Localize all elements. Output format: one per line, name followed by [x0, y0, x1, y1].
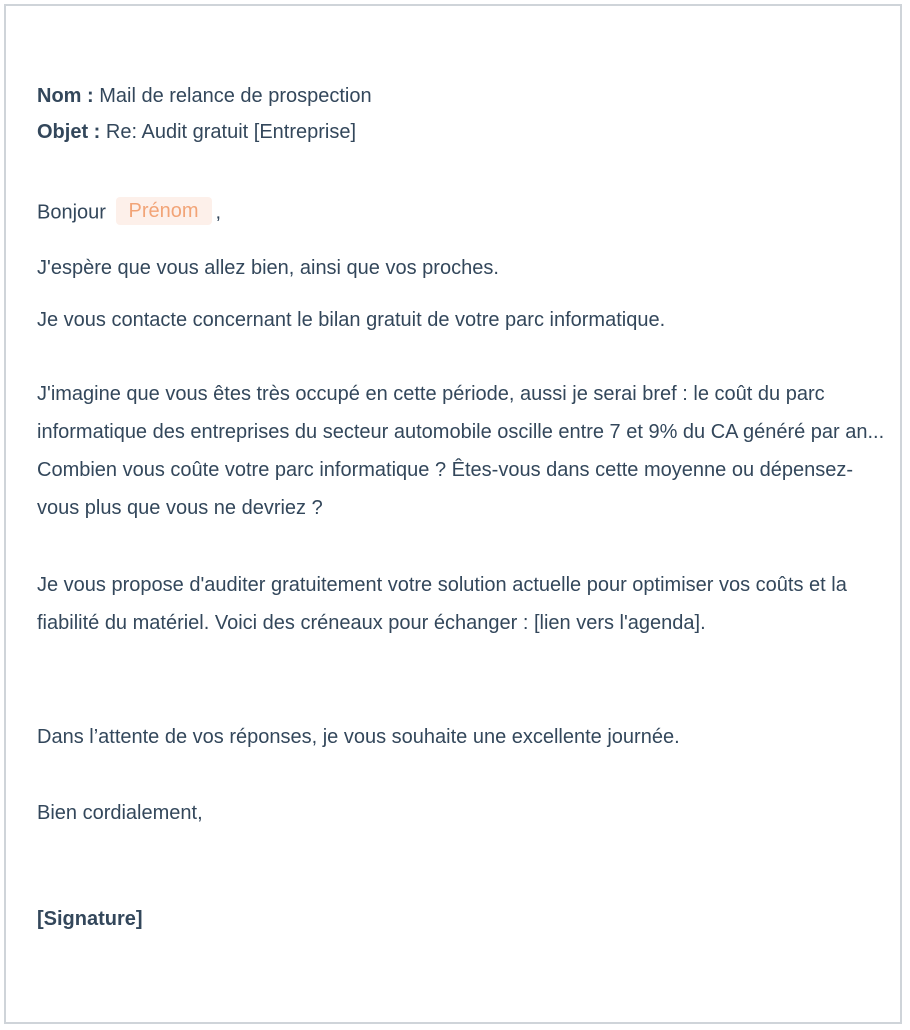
name-label: Nom :	[37, 85, 94, 107]
regards-line: Bien cordialement,	[37, 802, 203, 824]
closing-line: Dans l’attente de vos réponses, je vous souhaite une excellente journée.	[37, 726, 680, 748]
wellbeing-line: J'espère que vous allez bien, ainsi que vos proches.	[37, 257, 499, 279]
greeting-line	[37, 199, 221, 227]
subject-value: Re: Audit gratuit [Entreprise]	[105, 121, 357, 143]
cost-paragraph: J'imagine que vous êtes très occupé en cette période, aussi je serai bref : le coût du parc informatique des entreprises du secteur automobile oscille entre 7 et 9% du CA généré par an... Combien vous coûte votre parc informatique ? Êtes-vous dans cette moyenne ou dépensez-vous plus que vous ne devriez ?	[37, 383, 885, 519]
email-name-row	[37, 84, 372, 108]
firstname-token[interactable]: Prénom	[116, 197, 212, 225]
email-subject-row	[37, 120, 356, 144]
greeting-suffix: ,	[215, 201, 222, 224]
subject-label: Objet :	[37, 121, 101, 143]
signature-placeholder: [Signature]	[37, 908, 143, 930]
email-template-card	[4, 4, 902, 1024]
name-value: Mail de relance de prospection	[99, 85, 372, 107]
greeting-prefix: Bonjour	[37, 201, 106, 224]
contact-line: Je vous contacte concernant le bilan gratuit de votre parc informatique.	[37, 309, 666, 331]
offer-paragraph: Je vous propose d'auditer gratuitement votre solution actuelle pour optimiser vos coûts et la fiabilité du matériel. Voici des créneaux pour échanger : [lien vers l'agenda].	[37, 574, 847, 634]
